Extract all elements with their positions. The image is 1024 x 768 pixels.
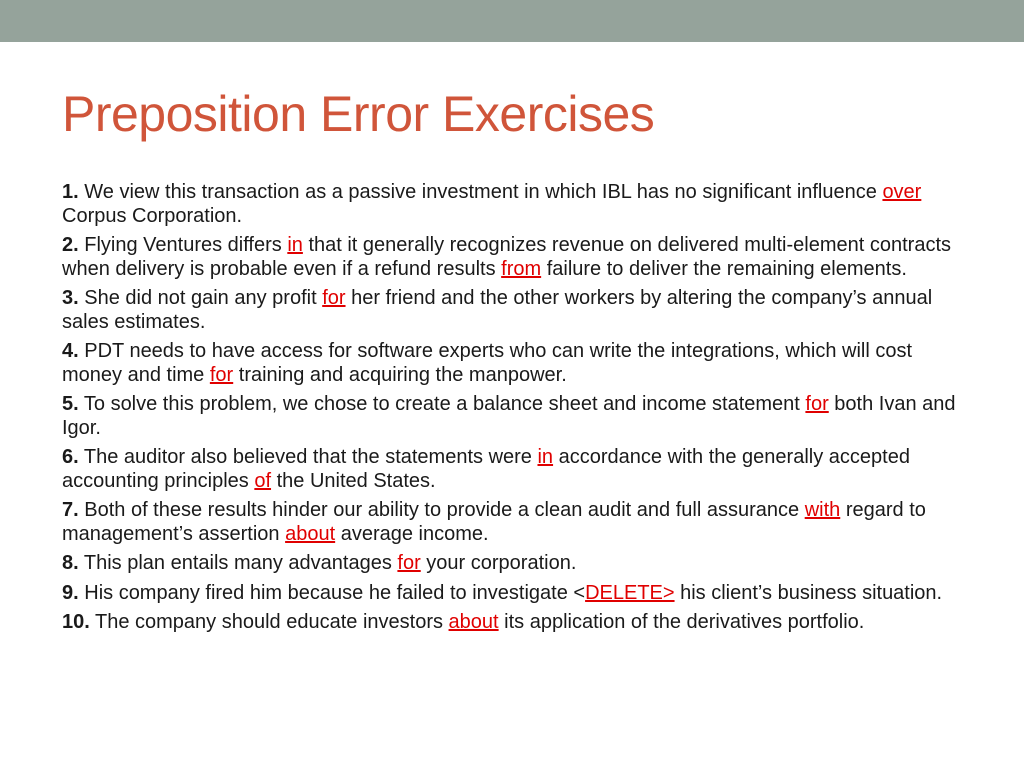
exercise-item	[62, 181, 967, 228]
item-text: average income.	[335, 522, 489, 545]
item-text: failure to deliver the remaining elements.	[541, 257, 907, 280]
item-text: PDT needs to have access for software experts who can write the integrations, which will cost money and time	[62, 340, 913, 386]
exercise-item	[62, 393, 967, 440]
exercise-item	[62, 611, 967, 635]
item-text: His company fired him because he failed to investigate <	[78, 581, 586, 604]
preposition-error: with	[804, 499, 841, 521]
preposition-error: in	[537, 446, 554, 468]
item-text: his client’s business situation.	[674, 581, 943, 604]
item-text: To solve this problem, we chose to create a balance sheet and income statement	[78, 393, 806, 415]
exercise-item	[62, 582, 967, 606]
item-text: accordance with the generally accepted accounting principles	[62, 446, 910, 492]
exercise-item	[62, 340, 967, 387]
preposition-error: from	[501, 257, 542, 280]
item-text: The company should educate investors	[89, 611, 449, 633]
preposition-error: for	[805, 393, 829, 415]
preposition-error: about	[285, 522, 336, 545]
item-text: Corpus Corporation.	[62, 204, 243, 227]
item-text: that it generally recognizes revenue on delivered multi-element contracts when delivery is probable even if a refund results	[62, 234, 952, 280]
item-number: 7.	[62, 499, 79, 521]
exercise-item	[62, 287, 967, 334]
item-text: The auditor also believed that the statements were	[78, 446, 538, 468]
item-text: her friend and the other workers by altering the company’s annual sales estimates.	[62, 287, 933, 333]
item-text: Flying Ventures differs	[78, 234, 288, 256]
preposition-error: in	[287, 234, 303, 256]
item-text: the United States.	[271, 469, 436, 492]
preposition-error: of	[254, 469, 272, 492]
item-number: 4.	[62, 340, 79, 362]
preposition-error: about	[448, 611, 499, 633]
item-text: She did not gain any profit	[78, 287, 323, 309]
preposition-error: over	[882, 181, 922, 203]
item-text: training and acquiring the manpower.	[233, 363, 567, 386]
item-text: regard to management’s assertion	[62, 499, 926, 545]
exercise-item	[62, 446, 967, 493]
exercise-item	[62, 234, 967, 281]
item-text: Both of these results hinder our ability to provide a clean audit and full assurance	[78, 499, 805, 521]
exercise-item	[62, 499, 967, 546]
exercise-item	[62, 552, 967, 576]
item-number: 9.	[62, 581, 79, 604]
item-number: 5.	[62, 393, 79, 415]
preposition-error: for	[209, 363, 234, 386]
item-text: both Ivan and Igor.	[62, 393, 956, 439]
item-number: 2.	[62, 234, 79, 256]
preposition-error: for	[397, 552, 421, 574]
preposition-error: DELETE>	[585, 581, 675, 604]
item-number: 10.	[62, 611, 90, 633]
slide-title: Preposition Error Exercises	[62, 86, 655, 142]
exercise-list	[62, 181, 967, 641]
preposition-error: for	[322, 287, 346, 309]
item-number: 3.	[62, 287, 79, 309]
item-text: your corporation.	[420, 552, 577, 574]
item-text: its application of the derivatives portfolio.	[498, 611, 865, 633]
top-accent-bar	[0, 0, 1024, 42]
item-text: We view this transaction as a passive investment in which IBL has no significant influence	[78, 181, 883, 203]
item-number: 6.	[62, 446, 79, 468]
item-number: 1.	[62, 181, 79, 203]
item-text: This plan entails many advantages	[78, 552, 398, 574]
item-number: 8.	[62, 552, 79, 574]
